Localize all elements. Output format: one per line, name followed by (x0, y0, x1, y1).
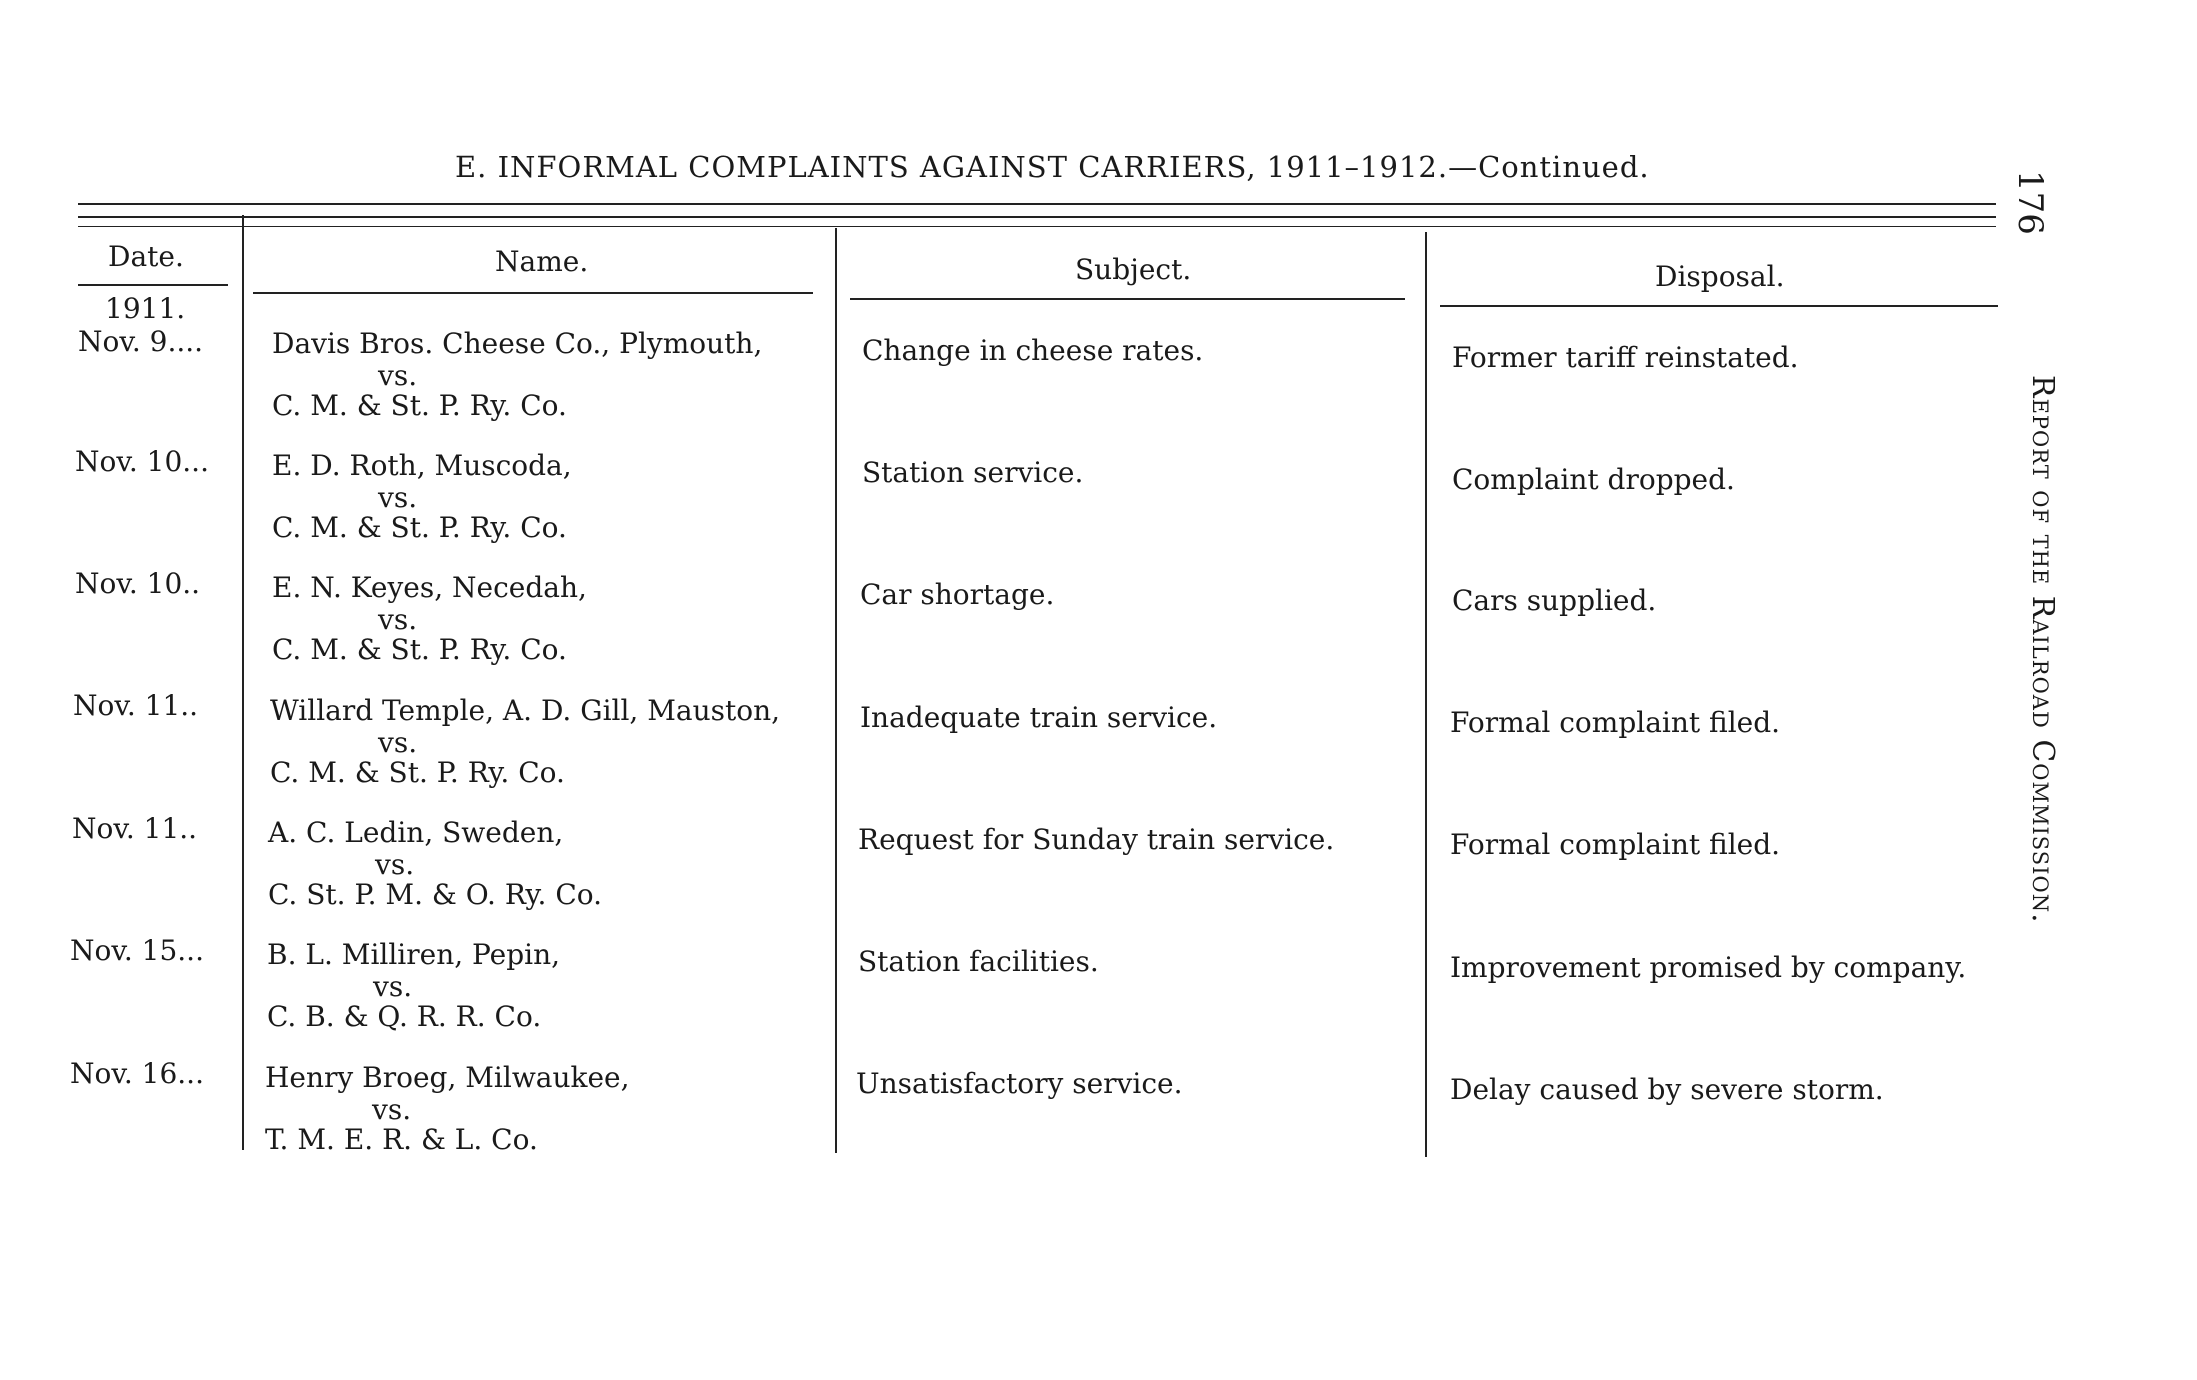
row-carrier: C. M. & St. P. Ry. Co. (272, 633, 567, 666)
row-date: Nov. 16... (70, 1057, 204, 1090)
row-carrier: T. M. E. R. & L. Co. (265, 1123, 538, 1156)
row-complainant: A. C. Ledin, Sweden, (268, 816, 564, 849)
title-rule-third (78, 226, 1996, 227)
row-disposal: Cars supplied. (1452, 584, 1657, 617)
row-date: Nov. 9.... (78, 325, 204, 358)
header-disposal: Disposal. (1655, 260, 1785, 293)
row-vs: vs. (378, 603, 418, 636)
row-subject: Station facilities. (858, 945, 1099, 978)
header-disposal-underline (1440, 305, 1998, 307)
year-label: 1911. (105, 292, 186, 325)
row-complainant: Willard Temple, A. D. Gill, Mauston, (270, 694, 781, 727)
row-vs: vs. (378, 359, 418, 392)
row-date: Nov. 11.. (72, 812, 198, 845)
row-carrier: C. M. & St. P. Ry. Co. (272, 511, 567, 544)
row-disposal: Formal complaint filed. (1450, 828, 1781, 861)
row-date: Nov. 11.. (73, 689, 199, 722)
row-vs: vs. (378, 481, 418, 514)
column-divider-date (242, 215, 244, 1150)
row-complainant: E. D. Roth, Muscoda, (272, 449, 572, 482)
row-vs: vs. (378, 726, 418, 759)
row-complainant: E. N. Keyes, Necedah, (272, 571, 587, 604)
row-subject: Station service. (862, 456, 1084, 489)
header-date-underline (78, 284, 228, 286)
row-date: Nov. 10.. (75, 567, 201, 600)
header-date: Date. (108, 240, 184, 273)
row-date: Nov. 10... (75, 445, 209, 478)
row-vs: vs. (375, 848, 415, 881)
row-subject: Request for Sunday train service. (858, 823, 1335, 856)
row-vs: vs. (373, 970, 413, 1003)
row-vs: vs. (372, 1093, 412, 1126)
row-complainant: Henry Broeg, Milwaukee, (265, 1061, 630, 1094)
row-disposal: Complaint dropped. (1452, 463, 1735, 496)
row-disposal: Formal complaint filed. (1450, 706, 1781, 739)
row-subject: Car shortage. (860, 578, 1055, 611)
row-carrier: C. B. & Q. R. R. Co. (267, 1000, 542, 1033)
page-title: E. INFORMAL COMPLAINTS AGAINST CARRIERS, 1911–1912.—Continued. (455, 150, 1650, 184)
row-complainant: B. L. Milliren, Pepin, (267, 938, 561, 971)
row-disposal: Former tariff reinstated. (1452, 341, 1799, 374)
title-rule-bottom (78, 216, 1996, 218)
row-subject: Unsatisfactory service. (856, 1067, 1183, 1100)
row-subject: Change in cheese rates. (862, 334, 1204, 367)
row-carrier: C. St. P. M. & O. Ry. Co. (268, 878, 603, 911)
page-number: 176 (2010, 170, 2050, 235)
header-name: Name. (495, 245, 589, 278)
title-rule-top (78, 203, 1996, 205)
running-title: Report of the Railroad Commission. (2025, 375, 2060, 924)
row-carrier: C. M. & St. P. Ry. Co. (270, 756, 565, 789)
row-carrier: C. M. & St. P. Ry. Co. (272, 389, 567, 422)
row-disposal: Delay caused by severe storm. (1450, 1073, 1884, 1106)
row-date: Nov. 15... (70, 934, 204, 967)
row-complainant: Davis Bros. Cheese Co., Plymouth, (272, 327, 763, 360)
row-disposal: Improvement promised by company. (1450, 951, 1967, 984)
column-divider-subject (1425, 232, 1427, 1157)
row-subject: Inadequate train service. (860, 701, 1218, 734)
header-name-underline (253, 292, 813, 294)
header-subject-underline (850, 298, 1405, 300)
column-divider-name (835, 228, 837, 1153)
header-subject: Subject. (1075, 253, 1192, 286)
